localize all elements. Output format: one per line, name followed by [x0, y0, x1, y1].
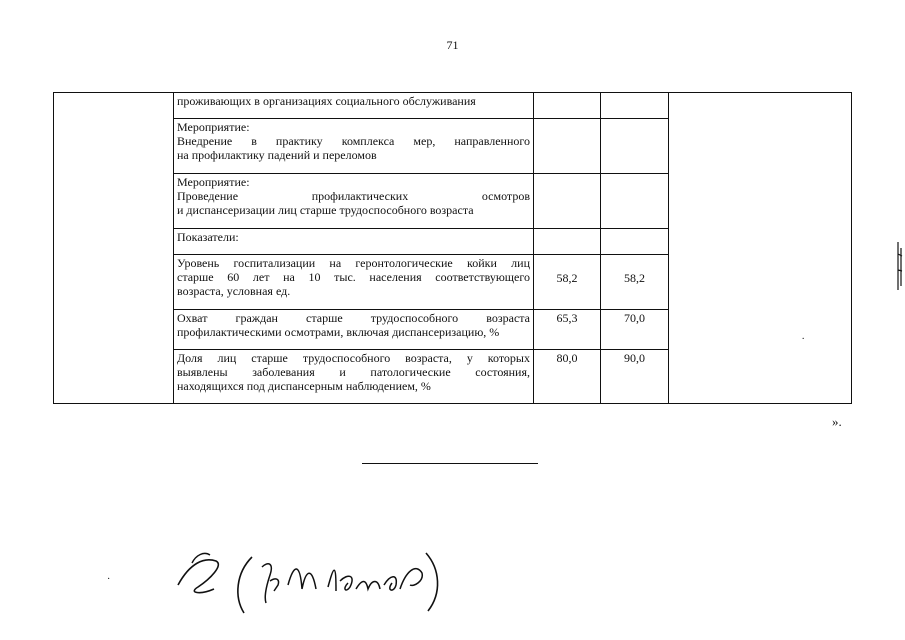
row-text-line: старше 60 лет на 10 тыс. населения соответствующего [177, 270, 530, 284]
value-cell-2 [601, 93, 669, 119]
separator-line [362, 463, 538, 464]
row-text-line: Уровень госпитализации на геронтологические койки лиц [177, 256, 530, 270]
row-text-line: возраста, условная ед. [177, 284, 291, 298]
signature [170, 545, 445, 625]
row-text-line: и диспансеризации лиц старше трудоспособного возраста [177, 203, 474, 217]
row-text-line: проживающих в организациях социального обслуживания [177, 94, 476, 108]
row-text-line: Внедрение в практику комплекса мер, направленного [177, 134, 530, 148]
measures-table [53, 92, 852, 404]
row-text-line: выявлены заболевания и патологические состояния, [177, 365, 530, 379]
value-cell-1: 80,0 [534, 350, 601, 404]
row-description [174, 119, 534, 174]
row-text-line: Проведение профилактических осмотров [177, 189, 530, 203]
page-number: 71 [446, 38, 459, 52]
value-cell-2: 58,2 [601, 255, 669, 310]
left-blank-cell [54, 93, 174, 404]
row-description [174, 255, 534, 310]
value-cell-1 [534, 93, 601, 119]
row-text-line: на профилактику падений и переломов [177, 148, 377, 162]
margin-mark [896, 240, 904, 297]
row-description [174, 229, 534, 255]
row-text-line: Доля лиц старше трудоспособного возраста, у которых [177, 351, 530, 365]
value-cell-2 [601, 229, 669, 255]
row-description [174, 174, 534, 229]
right-blank-cell: · [669, 93, 852, 404]
value-cell-2: 70,0 [601, 310, 669, 350]
value-cell-1 [534, 229, 601, 255]
stray-mark: · [107, 574, 111, 585]
value-cell-2 [601, 174, 669, 229]
row-description [174, 310, 534, 350]
row-description [174, 350, 534, 404]
value-cell-1: 65,3 [534, 310, 601, 350]
table-row [54, 93, 852, 119]
value-cell-1 [534, 174, 601, 229]
closing-quote-mark: ». [832, 414, 842, 429]
value-cell-1 [534, 119, 601, 174]
value-cell-1: 58,2 [534, 255, 601, 310]
row-text-line: Мероприятие: [177, 120, 250, 134]
row-description [174, 93, 534, 119]
value-cell-2: 90,0 [601, 350, 669, 404]
row-text-line: профилактическими осмотрами, включая диспансеризацию, % [177, 325, 500, 339]
row-text-line: Охват граждан старше трудоспособного возраста [177, 311, 530, 325]
row-text-line: Показатели: [177, 230, 239, 244]
value-cell-2 [601, 119, 669, 174]
row-text-line: Мероприятие: [177, 175, 250, 189]
row-text-line: находящихся под диспансерным наблюдением, % [177, 379, 431, 393]
